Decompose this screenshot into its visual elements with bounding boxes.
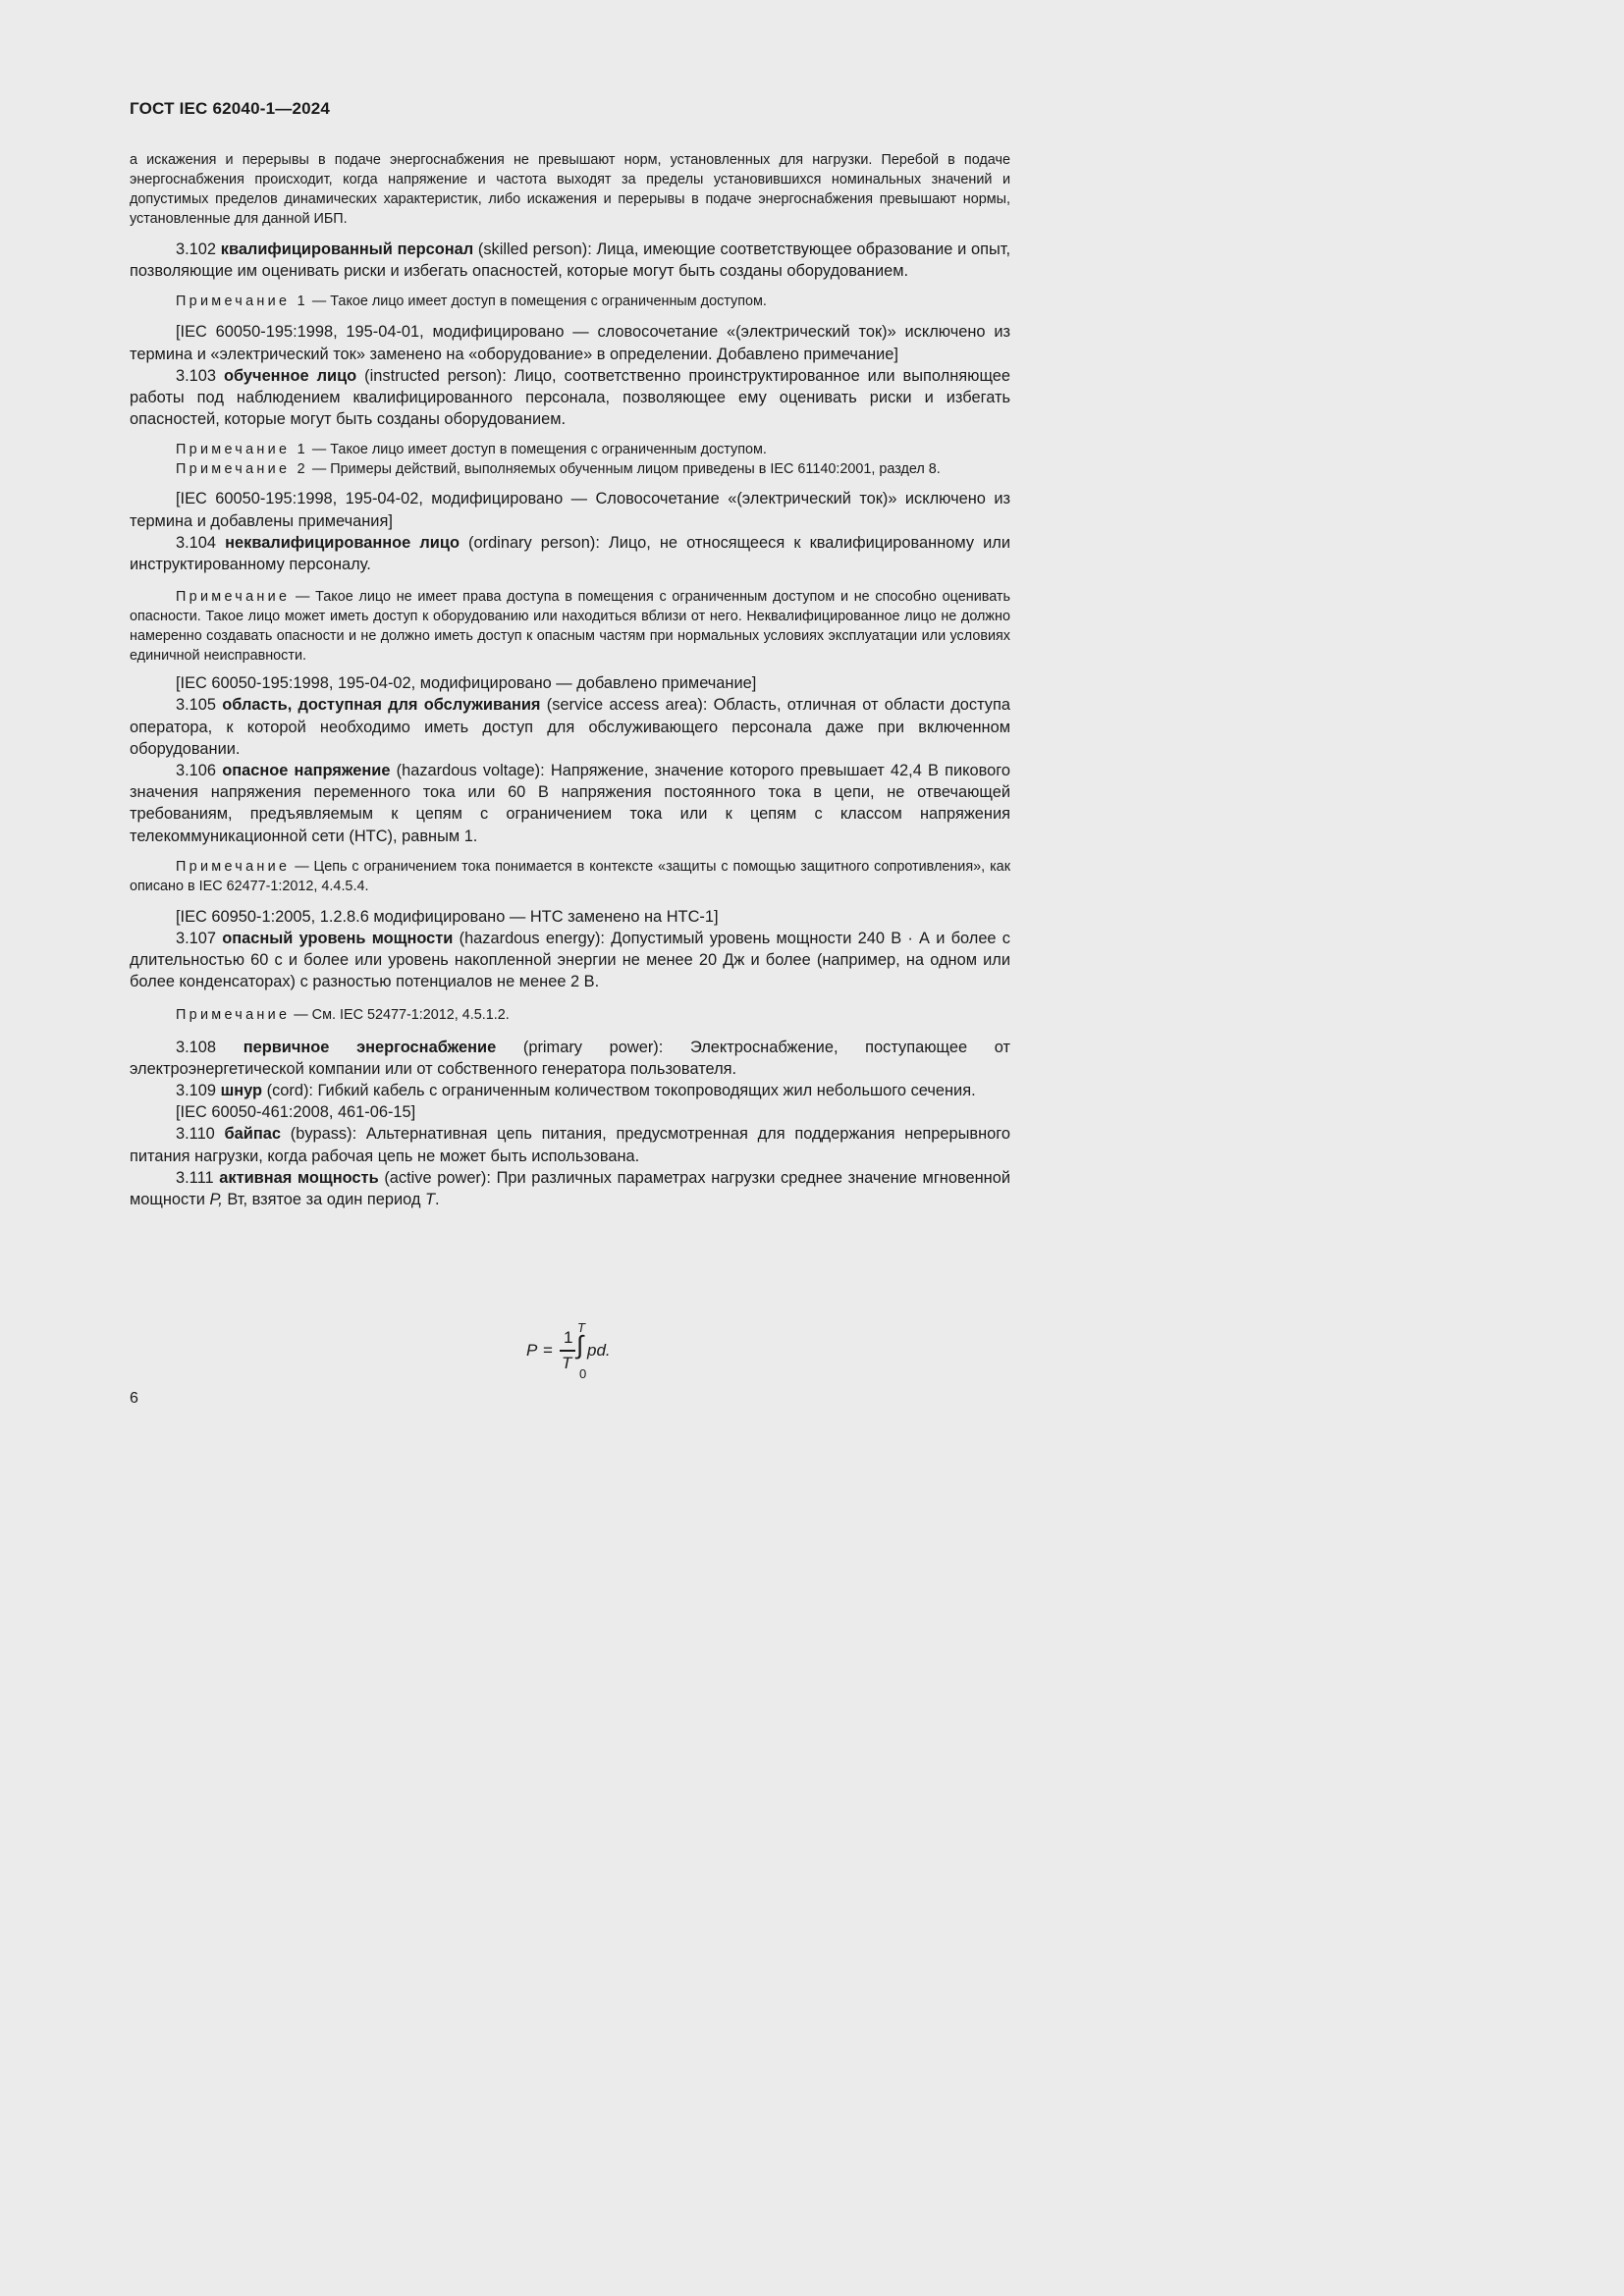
term-name: первичное энергоснабжение — [243, 1038, 497, 1056]
formula-denominator: T — [562, 1354, 572, 1372]
note-3-106 — [130, 857, 1010, 896]
reference-3-104: [IEC 60050-195:1998, 195-04-02, модифицировано — добавлено примечание] — [176, 674, 757, 693]
term-number: 3.110 — [176, 1125, 225, 1144]
term-3-107 — [130, 928, 1010, 993]
term-name: байпас — [224, 1125, 281, 1144]
term-number: 3.105 — [176, 696, 223, 715]
note-text: — Цепь с ограничением тока понимается в контексте «защиты с помощью защитного сопротивления», как описано в IEC 62477-1:2012, 4.4.5.4. — [130, 858, 1010, 894]
note-label: Примечание — [176, 858, 291, 875]
reference-3-106: [IEC 60950-1:2005, 1.2.8.6 модифицировано — НТС заменено на НТС-1] — [176, 907, 719, 926]
term-3-104 — [130, 532, 1010, 575]
term-3-102 — [130, 239, 1010, 282]
note-text: — См. IEC 52477-1:2012, 4.5.1.2. — [290, 1006, 510, 1023]
document-body — [130, 150, 1010, 1210]
document-page — [0, 0, 1089, 1539]
term-name: опасное напряжение — [222, 762, 391, 780]
note-text: — Такое лицо не имеет права доступа в помещения с ограниченным доступом и не способно оценивать опасности. Такое лицо может иметь доступ к оборудованию или находиться вблизи от него. Неквалифицированное лицо не должно намеренно создавать опасности и не должно иметь доступ к опасным частям при нормальных условиях эксплуатации или условиях единичной неисправности. — [130, 589, 1010, 665]
note-text: — Такое лицо имеет доступ в помещения с ограниченным доступом. — [307, 294, 767, 310]
note-text: — Примеры действий, выполняемых обученным лицом приведены в IEC 61140:2001, раздел 8. — [307, 461, 941, 478]
term-definition: (active power): При различных параметрах нагрузки среднее значение мгновенной мощности — [130, 1168, 1010, 1209]
term-definition: (ordinary person): Лицо, не относящееся к квалифицированному или инструктированному персоналу. — [130, 533, 1010, 574]
term-number: 3.107 — [176, 930, 223, 948]
fraction-bar — [560, 1350, 575, 1352]
reference-3-102: [IEC 60050-195:1998, 195-04-01, модифицировано — словосочетание «(электрический ток)» исключено из термина и «электрический ток» заменено на «оборудование» в определении. Добавлено примечание] — [130, 323, 1010, 363]
term-3-109 — [130, 1080, 1010, 1101]
term-number: 3.106 — [176, 762, 223, 780]
page-number: 6 — [130, 1390, 138, 1407]
term-number: 3.111 — [176, 1168, 220, 1187]
term-number: 3.102 — [176, 240, 221, 258]
term-number: 3.109 — [176, 1082, 221, 1100]
term-definition: (hazardous energy): Допустимый уровень мощности 240 В · А и более с длительностью 60 с и более или уровень накопленной энергии не менее 20 Дж и более (например, на одном или более конденсаторах) с разностью потенциалов не менее 2 В. — [130, 930, 1010, 991]
term-definition: (hazardous voltage): Напряжение, значение которого превышает 42,4 В пикового значения напряжения переменного тока или 60 В напряжения постоянного тока в цепи, не отвечающей требованиям, предъявляемым к цепям с ограничением тока или к цепям с классом напряжения телекоммуникационной сети (НТС), равным 1. — [130, 762, 1010, 845]
term-definition-end: . — [435, 1191, 440, 1209]
term-definition: (instructed person): Лицо, соответственно проинструктированное или выполняющее работы под наблюдением квалифицированного персонала, позволяющее ему оценивать риски и избегать опасностей, которые могут быть созданы оборудованием. — [130, 366, 1010, 429]
term-3-103 — [130, 365, 1010, 431]
term-number: 3.104 — [176, 533, 226, 552]
formula-integrand: pd. — [587, 1341, 611, 1360]
variable-t: T — [425, 1191, 436, 1209]
variable-p: P, — [209, 1191, 223, 1209]
term-3-110 — [130, 1123, 1010, 1166]
integral-upper-limit: T — [577, 1320, 585, 1335]
term-definition: (bypass): Альтернативная цепь питания, предусмотренная для поддержания непрерывного питания нагрузки, когда рабочая цепь не может быть использована. — [130, 1125, 1010, 1165]
term-3-111 — [130, 1167, 1010, 1210]
reference-3-103: [IEC 60050-195:1998, 195-04-02, модифицировано — Словосочетание «(электрический ток)» исключено из термина и добавлены примечания] — [130, 490, 1010, 530]
note-label: Примечание — [176, 1006, 291, 1023]
note-label: Примечание 2 — [176, 461, 308, 478]
term-3-106 — [130, 760, 1010, 847]
note-text: — Такое лицо имеет доступ в помещения с ограниченным доступом. — [307, 442, 767, 458]
term-number: 3.108 — [176, 1038, 244, 1056]
term-definition: (skilled person): Лица, имеющие соответствующее образование и опыт, позволяющие им оценивать риски и избегать опасностей, которые могут быть созданы оборудованием. — [130, 240, 1011, 281]
term-name: область, доступная для обслуживания — [222, 696, 541, 715]
note-3-103-2 — [130, 459, 1010, 479]
term-name: шнур — [220, 1082, 263, 1100]
note-3-103-1 — [130, 440, 1010, 459]
note-label: Примечание — [176, 589, 291, 606]
note-label: Примечание 1 — [176, 294, 308, 310]
formula-numerator: 1 — [564, 1328, 573, 1347]
note-label: Примечание 1 — [176, 442, 308, 458]
formula-equals: = — [543, 1341, 553, 1360]
term-definition: (primary power): Электроснабжение, поступающее от электроэнергетической компании или от собственного генератора пользователя. — [130, 1038, 1010, 1078]
integral-sign: ∫ — [576, 1330, 584, 1360]
reference-3-109: [IEC 60050-461:2008, 461-06-15] — [176, 1103, 416, 1122]
term-number: 3.103 — [176, 366, 225, 385]
term-3-108 — [130, 1037, 1010, 1080]
formula-lhs: P — [526, 1341, 538, 1360]
note-3-102 — [130, 292, 1010, 311]
term-definition: (service access area): Область, отличная от области доступа оператора, к которой необходимо иметь доступ для обслуживающего персонала даже при включенном оборудовании. — [130, 696, 1010, 758]
note-3-107 — [130, 1005, 1010, 1025]
document-header: ГОСТ IEC 62040-1—2024 — [130, 99, 331, 118]
term-name: квалифицированный персонал — [220, 240, 474, 258]
term-3-105 — [130, 694, 1010, 760]
note-3-104 — [130, 587, 1010, 666]
term-name: неквалифицированное лицо — [225, 533, 460, 552]
term-name: опасный уровень мощности — [222, 930, 454, 948]
term-name: обученное лицо — [224, 366, 357, 385]
continuation-paragraph: а искажения и перерывы в подаче энергоснабжения не превышают норм, установленных для нагрузки. Перебой в подаче энергоснабжения происходит, когда напряжение и частота выходят за пределы установившихся номинальных значений и допустимых пределов динамических характеристик, либо искажения и перерывы в подаче энергоснабжения превышают нормы, установленные для данной ИБП. — [130, 152, 1010, 227]
term-definition: (cord): Гибкий кабель с ограниченным количеством токопроводящих жил небольшого сечения. — [262, 1082, 976, 1100]
integral-lower-limit: 0 — [579, 1366, 587, 1381]
term-name: активная мощность — [219, 1168, 379, 1187]
term-definition-cont: Вт, взятое за один период — [222, 1191, 425, 1209]
